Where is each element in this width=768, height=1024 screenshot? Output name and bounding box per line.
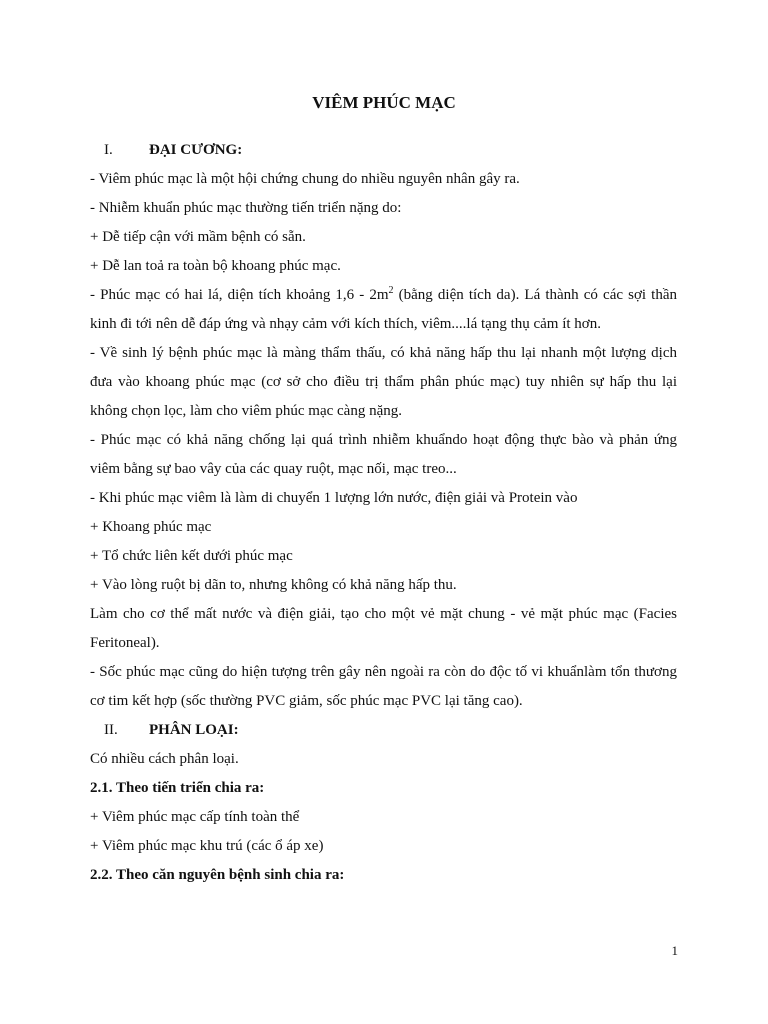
document-body bbox=[90, 136, 677, 890]
subsection-heading: 2.1. Theo tiến triển chia ra: bbox=[90, 780, 265, 796]
section-title: ĐẠI CƯƠNG: bbox=[149, 142, 243, 158]
paragraph: - Nhiễm khuẩn phúc mạc thường tiến triển nặng do: bbox=[90, 200, 402, 216]
paragraph: - Sốc phúc mạc cũng do hiện tượng trên gây nên ngoài ra còn do độc tố vi khuẩnlàm tổn thương cơ tim kết hợp (sốc thường PVC giảm, sốc phúc mạc PVC lại tăng cao). bbox=[90, 664, 677, 709]
paragraph-area-text: - Phúc mạc có hai lá, diện tích khoảng 1,6 - 2m bbox=[90, 287, 389, 303]
paragraph: - Khi phúc mạc viêm là làm di chuyển 1 lượng lớn nước, điện giải và Protein vào bbox=[90, 490, 578, 506]
paragraph: - Phúc mạc có khả năng chống lại quá trình nhiễm khuẩndo hoạt động thực bào và phản ứng viêm bằng sự bao vây của các quay ruột, mạc nối, mạc treo... bbox=[90, 432, 677, 477]
list-item: + Khoang phúc mạc bbox=[90, 519, 212, 535]
paragraph: Làm cho cơ thể mất nước và điện giải, tạo cho một vẻ mặt chung - vẻ mặt phúc mạc (Facies Feritoneal). bbox=[90, 606, 677, 651]
section-heading-classification bbox=[90, 716, 677, 745]
section-number: II. bbox=[104, 722, 118, 738]
list-item: + Viêm phúc mạc cấp tính toàn thể bbox=[90, 809, 300, 825]
paragraph-area-rest: (bằng diện tích da). Lá thành có các sợi thần kinh đi tới nên dễ đáp ứng và nhạy cảm với kích thích, viêm....lá tạng thụ cảm ít hơn. bbox=[90, 287, 677, 332]
paragraph: - Viêm phúc mạc là một hội chứng chung do nhiều nguyên nhân gây ra. bbox=[90, 171, 520, 187]
paragraph-area bbox=[90, 281, 677, 339]
paragraph: - Về sinh lý bệnh phúc mạc là màng thẩm thấu, có khả năng hấp thu lại nhanh một lượng dịch đưa vào khoang phúc mạc (cơ sở cho điều trị thẩm phân phúc mạc) tuy nhiên sự hấp thu lại không chọn lọc, làm cho viêm phúc mạc càng nặng. bbox=[90, 345, 677, 419]
superscript: 2 bbox=[388, 285, 394, 296]
list-item: + Dễ tiếp cận với mầm bệnh có sẵn. bbox=[90, 229, 306, 245]
page-number: 1 bbox=[671, 943, 678, 958]
subsection-heading: 2.2. Theo căn nguyên bệnh sinh chia ra: bbox=[90, 867, 345, 883]
document-title: VIÊM PHÚC MẠC bbox=[312, 93, 456, 112]
list-item: + Viêm phúc mạc khu trú (các ổ áp xe) bbox=[90, 838, 324, 854]
list-item: + Dễ lan toả ra toàn bộ khoang phúc mạc. bbox=[90, 258, 341, 274]
section-title: PHÂN LOẠI: bbox=[149, 722, 239, 738]
section-number: I. bbox=[104, 142, 113, 158]
paragraph: Có nhiều cách phân loại. bbox=[90, 751, 239, 767]
section-heading-general bbox=[90, 136, 677, 165]
list-item: + Tổ chức liên kết dưới phúc mạc bbox=[90, 548, 293, 564]
list-item: + Vào lòng ruột bị dãn to, nhưng không có khả năng hấp thu. bbox=[90, 577, 457, 593]
